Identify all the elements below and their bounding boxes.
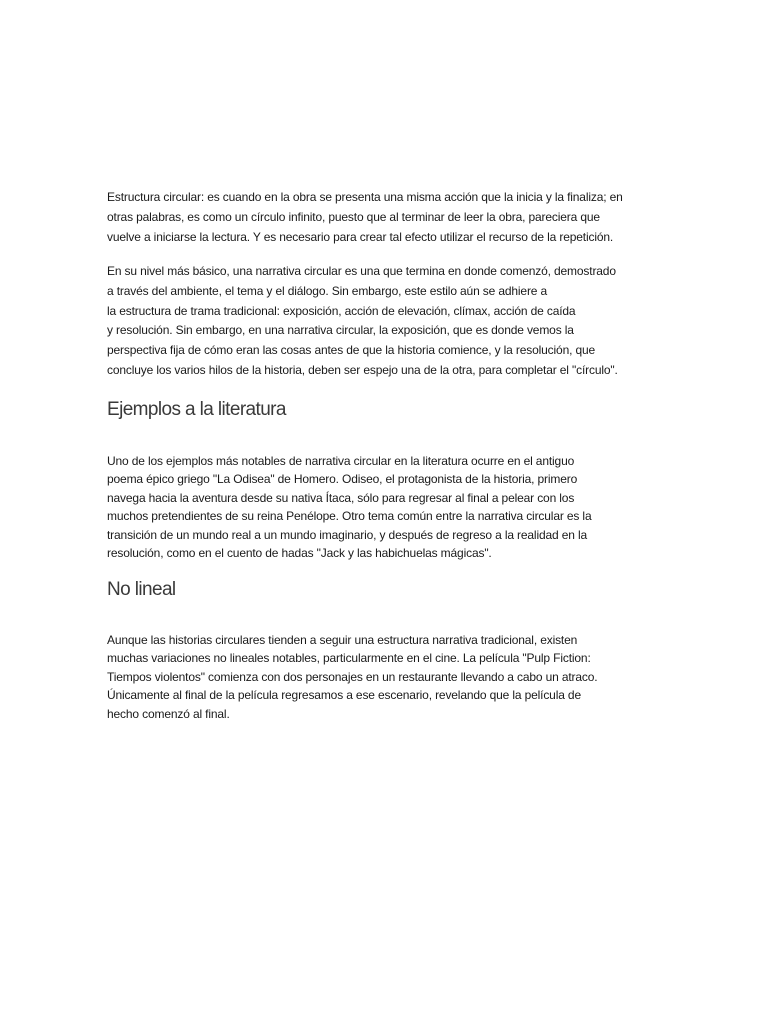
text-line: En su nivel más básico, una narrativa circular es una que termina en donde comenzó, demostrado	[107, 264, 616, 278]
text-line: vuelve a iniciarse la lectura. Y es necesario para crear tal efecto utilizar el recurso de la repetición.	[107, 229, 614, 244]
text-line: Tiempos violentos" comienza con dos personajes en un restaurante llevando a cabo un atraco.	[107, 669, 598, 684]
text-line: poema épico griego "La Odisea" de Homero. Odiseo, el protagonista de la historia, primero	[107, 472, 578, 487]
text-line: perspectiva fija de cómo eran las cosas antes de que la historia comience, y la resolución, que	[107, 343, 596, 358]
section-heading-nonlinear: No lineal	[107, 579, 176, 600]
text-line: la estructura de trama tradicional: exposición, acción de elevación, clímax, acción de caída	[107, 303, 576, 318]
text-line: muchas variaciones no lineales notables, particularmente en el cine. La película "Pulp Fiction:	[107, 651, 591, 666]
text-line: Únicamente al final de la película regresamos a ese escenario, revelando que la película de	[107, 688, 581, 703]
paragraph-basic-level	[107, 262, 667, 381]
paragraph-circular-structure	[107, 188, 667, 247]
text-line: Aunque las historias circulares tienden a seguir una estructura narrativa tradicional, existen	[107, 633, 578, 647]
paragraph-examples	[107, 452, 667, 562]
text-line: hecho comenzó al final.	[107, 706, 230, 721]
text-line: concluye los varios hilos de la historia, deben ser espejo una de la otra, para completar el "círculo".	[107, 362, 618, 377]
text-line: Estructura circular: es cuando en la obra se presenta una misma acción que la inicia y la finaliza; en	[107, 190, 623, 204]
paragraph-nonlinear	[107, 631, 667, 723]
text-line: Uno de los ejemplos más notables de narrativa circular en la literatura ocurre en el antiguo	[107, 454, 575, 468]
text-line: y resolución. Sin embargo, en una narrativa circular, la exposición, que es donde vemos la	[107, 323, 574, 338]
text-line: muchos pretendientes de su reina Penélope. Otro tema común entre la narrativa circular es la	[107, 509, 592, 524]
text-line: otras palabras, es como un círculo infinito, puesto que al terminar de leer la obra, pareciera que	[107, 209, 600, 224]
section-heading-examples: Ejemplos a la literatura	[107, 399, 286, 420]
text-line: transición de un mundo real a un mundo imaginario, y después de regreso a la realidad en la	[107, 527, 587, 542]
text-line: a través del ambiente, el tema y el diálogo. Sin embargo, este estilo aún se adhiere a	[107, 283, 548, 298]
text-line: resolución, como en el cuento de hadas "Jack y las habichuelas mágicas".	[107, 546, 492, 561]
text-line: navega hacia la aventura desde su nativa Ítaca, sólo para regresar al final a pelear con los	[107, 490, 575, 505]
